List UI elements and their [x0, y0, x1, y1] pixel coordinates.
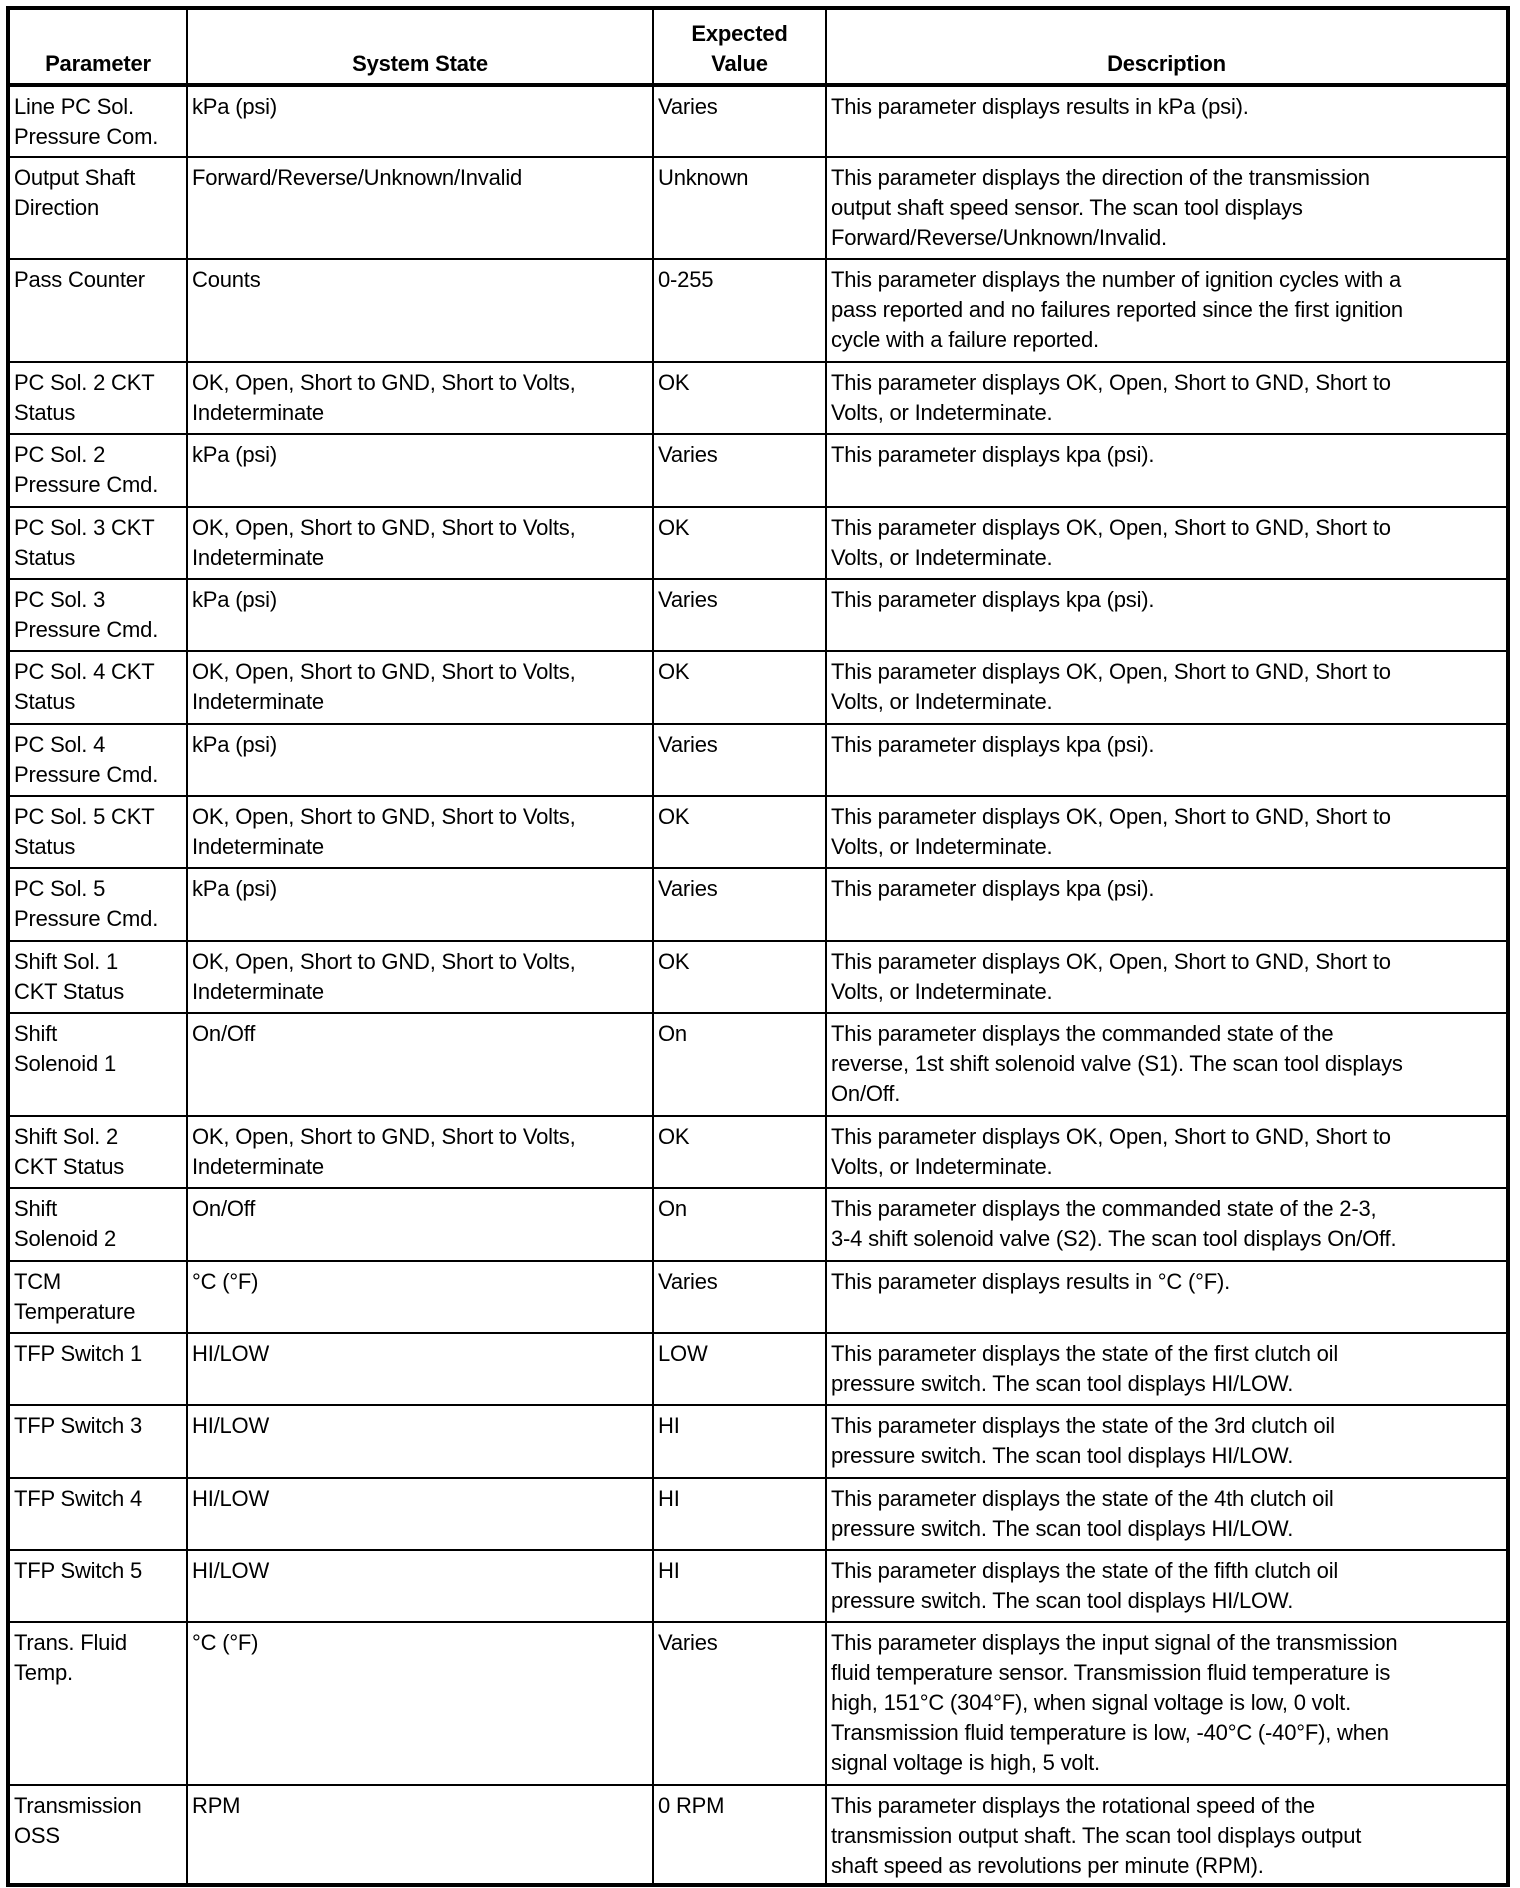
system-state-cell [187, 1116, 653, 1188]
header-system-state [187, 8, 653, 85]
text-line: pass reported and no failures reported since the first ignition [831, 297, 1403, 322]
system-state-cell [187, 724, 653, 796]
expected-value-cell [653, 1116, 826, 1188]
text-line: OK [658, 804, 690, 829]
text-line: This parameter displays the input signal of the transmission [831, 1630, 1398, 1655]
text-line: HI/LOW [192, 1486, 270, 1511]
description-cell [826, 362, 1508, 434]
text-line: This parameter displays the commanded state of the 2-3, [831, 1196, 1377, 1221]
parameter-cell [8, 1550, 187, 1622]
text-line: Varies [658, 94, 718, 119]
text-line: Line PC Sol. [14, 94, 134, 119]
text-line: Indeterminate [192, 689, 324, 714]
system-state-cell [187, 1550, 653, 1622]
text-line: On [658, 1196, 687, 1221]
text-line: This parameter displays the commanded state of the [831, 1021, 1334, 1046]
text-line: This parameter displays OK, Open, Short to GND, Short to [831, 515, 1391, 540]
system-state-cell [187, 1013, 653, 1116]
text-line: Value [711, 51, 768, 76]
table-row [8, 1478, 1508, 1550]
system-state-cell [187, 1405, 653, 1478]
text-line: Indeterminate [192, 979, 324, 1004]
text-line: kPa (psi) [192, 94, 277, 119]
description-cell [826, 1116, 1508, 1188]
text-line: Varies [658, 1269, 718, 1294]
text-line: Status [14, 400, 76, 425]
text-line: PC Sol. 2 CKT [14, 370, 155, 395]
text-line: This parameter displays the state of the first clutch oil [831, 1341, 1339, 1366]
table-row [8, 724, 1508, 796]
parameter-cell [8, 579, 187, 651]
system-state-cell [187, 579, 653, 651]
expected-value-cell [653, 507, 826, 579]
system-state-cell [187, 796, 653, 868]
description-cell [826, 1550, 1508, 1622]
expected-value-cell [653, 434, 826, 507]
header-parameter [8, 8, 187, 85]
expected-value-cell [653, 941, 826, 1013]
text-line: System State [352, 51, 488, 76]
description-cell [826, 1261, 1508, 1333]
text-line: On/Off. [831, 1081, 901, 1106]
text-line: PC Sol. 5 [14, 876, 106, 901]
text-line: Shift Sol. 1 [14, 949, 118, 974]
text-line: HI/LOW [192, 1558, 270, 1583]
text-line: TFP Switch 1 [14, 1341, 143, 1366]
parameter-cell [8, 941, 187, 1013]
text-line: This parameter displays the state of the fifth clutch oil [831, 1558, 1339, 1583]
text-line: This parameter displays OK, Open, Short to GND, Short to [831, 1124, 1391, 1149]
text-line: fluid temperature sensor. Transmission fluid temperature is [831, 1660, 1391, 1685]
text-line: This parameter displays the direction of the transmission [831, 165, 1370, 190]
system-state-cell [187, 507, 653, 579]
text-line: PC Sol. 4 CKT [14, 659, 155, 684]
text-line: °C (°F) [192, 1630, 259, 1655]
text-line: output shaft speed sensor. The scan tool displays [831, 195, 1303, 220]
parameter-table [6, 6, 1510, 1887]
text-line: HI [658, 1558, 680, 1583]
parameter-cell [8, 1785, 187, 1885]
text-line: This parameter displays results in kPa (psi). [831, 94, 1249, 119]
text-line: This parameter displays results in °C (°F). [831, 1269, 1230, 1294]
text-line: transmission output shaft. The scan tool displays output [831, 1823, 1362, 1848]
table-row [8, 157, 1508, 259]
header-expected-value [653, 8, 826, 85]
expected-value-cell [653, 724, 826, 796]
description-cell [826, 85, 1508, 157]
text-line: cycle with a failure reported. [831, 327, 1099, 352]
table-row [8, 1622, 1508, 1785]
text-line: high, 151°C (304°F), when signal voltage is low, 0 volt. [831, 1690, 1352, 1715]
text-line: Indeterminate [192, 400, 324, 425]
text-line: PC Sol. 5 CKT [14, 804, 155, 829]
table-row [8, 1550, 1508, 1622]
expected-value-cell [653, 1188, 826, 1261]
text-line: OK, Open, Short to GND, Short to Volts, [192, 949, 576, 974]
parameter-cell [8, 1013, 187, 1116]
parameter-cell [8, 362, 187, 434]
expected-value-cell [653, 868, 826, 941]
text-line: PC Sol. 3 [14, 587, 106, 612]
text-line: Indeterminate [192, 834, 324, 859]
table-body [8, 85, 1508, 1885]
text-line: OK, Open, Short to GND, Short to Volts, [192, 659, 576, 684]
text-line: Forward/Reverse/Unknown/Invalid [192, 165, 523, 190]
text-line: This parameter displays OK, Open, Short to GND, Short to [831, 370, 1391, 395]
parameter-cell [8, 507, 187, 579]
table-row [8, 259, 1508, 362]
text-line: pressure switch. The scan tool displays HI/LOW. [831, 1516, 1294, 1541]
text-line: Volts, or Indeterminate. [831, 979, 1053, 1004]
text-line: Status [14, 834, 76, 859]
text-line: This parameter displays the rotational speed of the [831, 1793, 1315, 1818]
table-row [8, 1188, 1508, 1261]
parameter-cell [8, 1188, 187, 1261]
parameter-cell [8, 1261, 187, 1333]
header-description [826, 8, 1508, 85]
text-line: Volts, or Indeterminate. [831, 400, 1053, 425]
table-row [8, 1405, 1508, 1478]
text-line: Temp. [14, 1660, 73, 1685]
table-row [8, 651, 1508, 724]
expected-value-cell [653, 1333, 826, 1405]
text-line: TFP Switch 4 [14, 1486, 143, 1511]
parameter-cell [8, 157, 187, 259]
text-line: Description [1107, 51, 1226, 76]
text-line: Varies [658, 1630, 718, 1655]
expected-value-cell [653, 651, 826, 724]
expected-value-cell [653, 1622, 826, 1785]
text-line: OSS [14, 1823, 60, 1848]
table-row [8, 796, 1508, 868]
text-line: TCM [14, 1269, 62, 1294]
expected-value-cell [653, 1405, 826, 1478]
table-row [8, 1261, 1508, 1333]
expected-value-cell [653, 796, 826, 868]
system-state-cell [187, 868, 653, 941]
text-line: kPa (psi) [192, 442, 277, 467]
text-line: Unknown [658, 165, 749, 190]
parameter-cell [8, 1116, 187, 1188]
expected-value-cell [653, 85, 826, 157]
table-row [8, 507, 1508, 579]
text-line: OK, Open, Short to GND, Short to Volts, [192, 804, 576, 829]
description-cell [826, 434, 1508, 507]
text-line: pressure switch. The scan tool displays HI/LOW. [831, 1443, 1294, 1468]
expected-value-cell [653, 579, 826, 651]
description-cell [826, 868, 1508, 941]
text-line: Pressure Com. [14, 124, 159, 149]
text-line: Volts, or Indeterminate. [831, 1154, 1053, 1179]
description-cell [826, 796, 1508, 868]
parameter-cell [8, 868, 187, 941]
parameter-cell [8, 434, 187, 507]
text-line: HI [658, 1486, 680, 1511]
text-line: OK, Open, Short to GND, Short to Volts, [192, 370, 576, 395]
system-state-cell [187, 85, 653, 157]
parameter-cell [8, 1405, 187, 1478]
text-line: Varies [658, 587, 718, 612]
text-line: CKT Status [14, 1154, 125, 1179]
text-line: This parameter displays kpa (psi). [831, 732, 1155, 757]
text-line: OK [658, 370, 690, 395]
text-line: Pressure Cmd. [14, 472, 159, 497]
description-cell [826, 507, 1508, 579]
text-line: Shift [14, 1021, 58, 1046]
text-line: This parameter displays the state of the 4th clutch oil [831, 1486, 1334, 1511]
text-line: Volts, or Indeterminate. [831, 689, 1053, 714]
system-state-cell [187, 1785, 653, 1885]
text-line: Status [14, 689, 76, 714]
text-line: This parameter displays OK, Open, Short to GND, Short to [831, 949, 1391, 974]
text-line: On [658, 1021, 687, 1046]
table-row [8, 1333, 1508, 1405]
text-line: Volts, or Indeterminate. [831, 545, 1053, 570]
text-line: Trans. Fluid [14, 1630, 127, 1655]
text-line: kPa (psi) [192, 876, 277, 901]
text-line: Direction [14, 195, 100, 220]
expected-value-cell [653, 1550, 826, 1622]
description-cell [826, 259, 1508, 362]
description-cell [826, 724, 1508, 796]
parameter-cell [8, 796, 187, 868]
table-row [8, 941, 1508, 1013]
text-line: Counts [192, 267, 261, 292]
parameter-cell [8, 259, 187, 362]
text-line: Output Shaft [14, 165, 136, 190]
text-line: Pressure Cmd. [14, 617, 159, 642]
text-line: PC Sol. 2 [14, 442, 106, 467]
text-line: RPM [192, 1793, 241, 1818]
table-row [8, 362, 1508, 434]
table-row [8, 1116, 1508, 1188]
parameter-cell [8, 724, 187, 796]
expected-value-cell [653, 259, 826, 362]
text-line: TFP Switch 3 [14, 1413, 143, 1438]
text-line: OK [658, 659, 690, 684]
table-row [8, 434, 1508, 507]
description-cell [826, 651, 1508, 724]
table-row [8, 85, 1508, 157]
text-line: Indeterminate [192, 545, 324, 570]
system-state-cell [187, 362, 653, 434]
text-line: Indeterminate [192, 1154, 324, 1179]
system-state-cell [187, 1478, 653, 1550]
text-line: Shift Sol. 2 [14, 1124, 118, 1149]
text-line: On/Off [192, 1021, 256, 1046]
description-cell [826, 579, 1508, 651]
text-line: shaft speed as revolutions per minute (RPM). [831, 1853, 1264, 1878]
description-cell [826, 1188, 1508, 1261]
text-line: signal voltage is high, 5 volt. [831, 1750, 1100, 1775]
parameter-cell [8, 1333, 187, 1405]
description-cell [826, 1333, 1508, 1405]
text-line: Transmission fluid temperature is low, -40°C (-40°F), when [831, 1720, 1389, 1745]
text-line: OK [658, 949, 690, 974]
text-line: This parameter displays the number of ignition cycles with a [831, 267, 1402, 292]
text-line: Varies [658, 876, 718, 901]
text-line: On/Off [192, 1196, 256, 1221]
text-line: reverse, 1st shift solenoid valve (S1). The scan tool displays [831, 1051, 1403, 1076]
system-state-cell [187, 1188, 653, 1261]
system-state-cell [187, 259, 653, 362]
parameter-cell [8, 651, 187, 724]
text-line: kPa (psi) [192, 587, 277, 612]
expected-value-cell [653, 157, 826, 259]
system-state-cell [187, 1333, 653, 1405]
table-row [8, 579, 1508, 651]
system-state-cell [187, 157, 653, 259]
parameter-cell [8, 1622, 187, 1785]
description-cell [826, 941, 1508, 1013]
parameter-cell [8, 1478, 187, 1550]
table-row [8, 1785, 1508, 1885]
text-line: OK, Open, Short to GND, Short to Volts, [192, 515, 576, 540]
text-line: OK, Open, Short to GND, Short to Volts, [192, 1124, 576, 1149]
description-cell [826, 1478, 1508, 1550]
text-line: °C (°F) [192, 1269, 259, 1294]
text-line: Temperature [14, 1299, 136, 1324]
system-state-cell [187, 1622, 653, 1785]
text-line: This parameter displays OK, Open, Short to GND, Short to [831, 804, 1391, 829]
table-row [8, 1013, 1508, 1116]
text-line: This parameter displays OK, Open, Short to GND, Short to [831, 659, 1391, 684]
text-line: kPa (psi) [192, 732, 277, 757]
system-state-cell [187, 651, 653, 724]
text-line: Transmission [14, 1793, 142, 1818]
text-line: PC Sol. 3 CKT [14, 515, 155, 540]
text-line: Varies [658, 442, 718, 467]
text-line: 0 RPM [658, 1793, 725, 1818]
description-cell [826, 1785, 1508, 1885]
description-cell [826, 1013, 1508, 1116]
table-row [8, 868, 1508, 941]
parameter-cell [8, 85, 187, 157]
text-line: Expected [691, 21, 788, 46]
text-line: HI/LOW [192, 1413, 270, 1438]
system-state-cell [187, 941, 653, 1013]
expected-value-cell [653, 1261, 826, 1333]
text-line: HI [658, 1413, 680, 1438]
text-line: This parameter displays kpa (psi). [831, 442, 1155, 467]
description-cell [826, 1405, 1508, 1478]
text-line: Volts, or Indeterminate. [831, 834, 1053, 859]
text-line: pressure switch. The scan tool displays HI/LOW. [831, 1371, 1294, 1396]
text-line: Forward/Reverse/Unknown/Invalid. [831, 225, 1167, 250]
text-line: This parameter displays kpa (psi). [831, 876, 1155, 901]
expected-value-cell [653, 362, 826, 434]
text-line: Solenoid 2 [14, 1226, 116, 1251]
text-line: 3-4 shift solenoid valve (S2). The scan tool displays On/Off. [831, 1226, 1397, 1251]
expected-value-cell [653, 1478, 826, 1550]
system-state-cell [187, 1261, 653, 1333]
text-line: Varies [658, 732, 718, 757]
text-line: PC Sol. 4 [14, 732, 106, 757]
system-state-cell [187, 434, 653, 507]
table-header [8, 8, 1508, 85]
text-line: Pressure Cmd. [14, 762, 159, 787]
text-line: Parameter [45, 51, 151, 76]
text-line: Solenoid 1 [14, 1051, 116, 1076]
text-line: This parameter displays kpa (psi). [831, 587, 1155, 612]
text-line: LOW [658, 1341, 708, 1366]
description-cell [826, 157, 1508, 259]
text-line: CKT Status [14, 979, 125, 1004]
text-line: TFP Switch 5 [14, 1558, 143, 1583]
text-line: This parameter displays the state of the 3rd clutch oil [831, 1413, 1335, 1438]
text-line: 0-255 [658, 267, 714, 292]
text-line: HI/LOW [192, 1341, 270, 1366]
description-cell [826, 1622, 1508, 1785]
expected-value-cell [653, 1785, 826, 1885]
text-line: OK [658, 1124, 690, 1149]
text-line: Shift [14, 1196, 58, 1221]
expected-value-cell [653, 1013, 826, 1116]
text-line: Pressure Cmd. [14, 906, 159, 931]
header-row [8, 8, 1508, 85]
text-line: pressure switch. The scan tool displays HI/LOW. [831, 1588, 1294, 1613]
text-line: Status [14, 545, 76, 570]
text-line: OK [658, 515, 690, 540]
text-line: Pass Counter [14, 267, 145, 292]
